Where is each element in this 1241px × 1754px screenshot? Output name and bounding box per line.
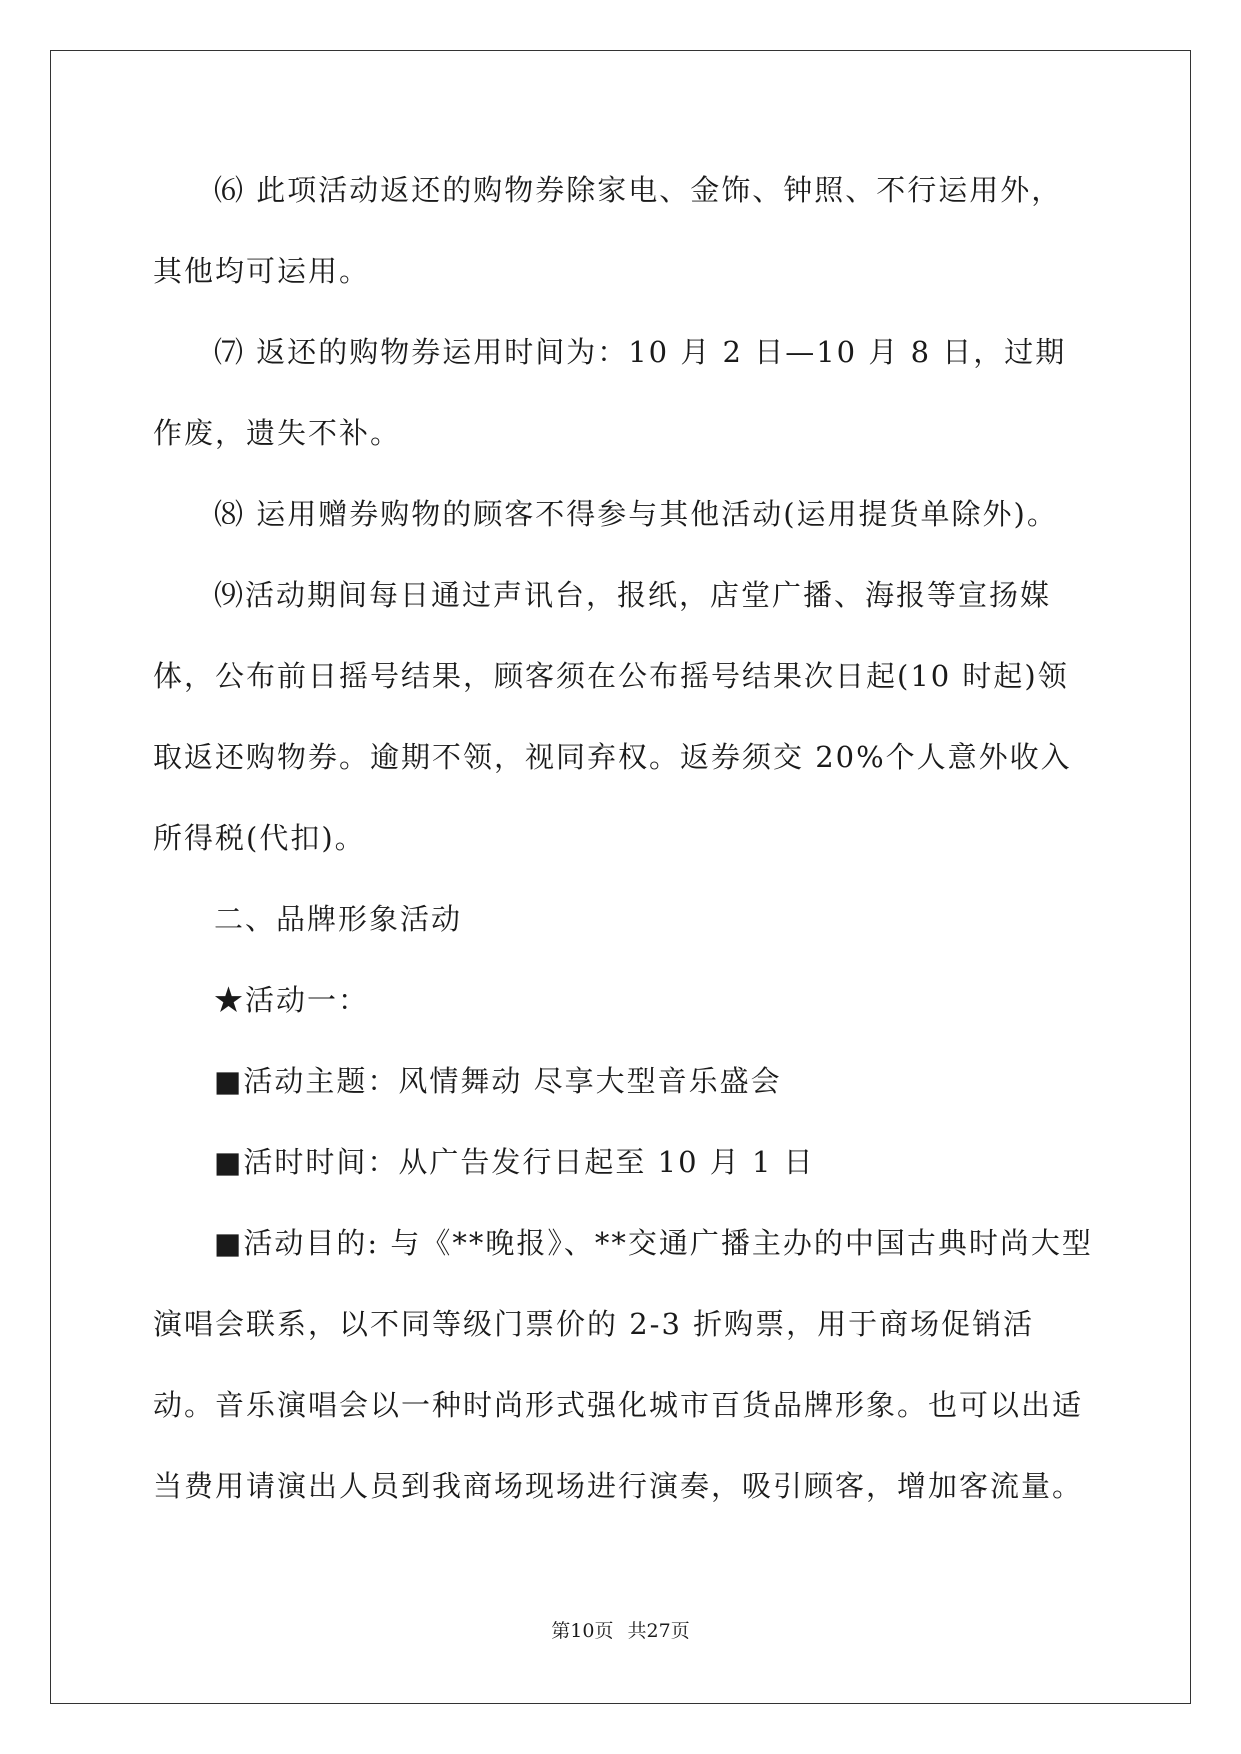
paragraph-item-7: ⑺ 返还的购物券运用时间为：10 月 2 日—10 月 8 日，过期作废，遗失不补。 [153,335,1067,450]
paragraph-item-9: ⑼活动期间每日通过声讯台，报纸，店堂广播、海报等宣扬媒体，公布前日摇号结果，顾客须在公布摇号结果次日起(10 时起)领取返还购物券。逾期不领，视同弃权。返券须交 20%个人意外收入所得税(代扣)。 [153,578,1072,855]
document-body [153,150,1093,1527]
section-heading: 二、品牌形象活动 [214,902,463,936]
total-page-count: 共27页 [627,1620,690,1642]
current-page-number: 第10页 [551,1620,614,1642]
activity-time: ■活时时间：从广告发行日起至 10 月 1 日 [214,1145,815,1179]
page-footer [0,1616,1241,1643]
paragraph-item-6: ⑹ 此项活动返还的购物券除家电、金饰、钟照、不行运用外，其他均可运用。 [153,173,1063,288]
activity-purpose: ■活动目的: 与《**晚报》、**交通广播主办的中国古典时尚大型演唱会联系，以不同等级门票价的 2-3 折购票，用于商场促销活动。音乐演唱会以一种时尚形式强化城市百货品牌形象。也可以出适当费用请演出人员到我商场现场进行演奏，吸引顾客，增加客流量。 [153,1226,1093,1503]
activity-theme: ■活动主题：风情舞动 尽享大型音乐盛会 [214,1064,782,1098]
paragraph-item-8: ⑻ 运用赠券购物的顾客不得参与其他活动(运用提货单除外)。 [214,497,1058,531]
activity-heading: ★活动一： [214,983,370,1017]
